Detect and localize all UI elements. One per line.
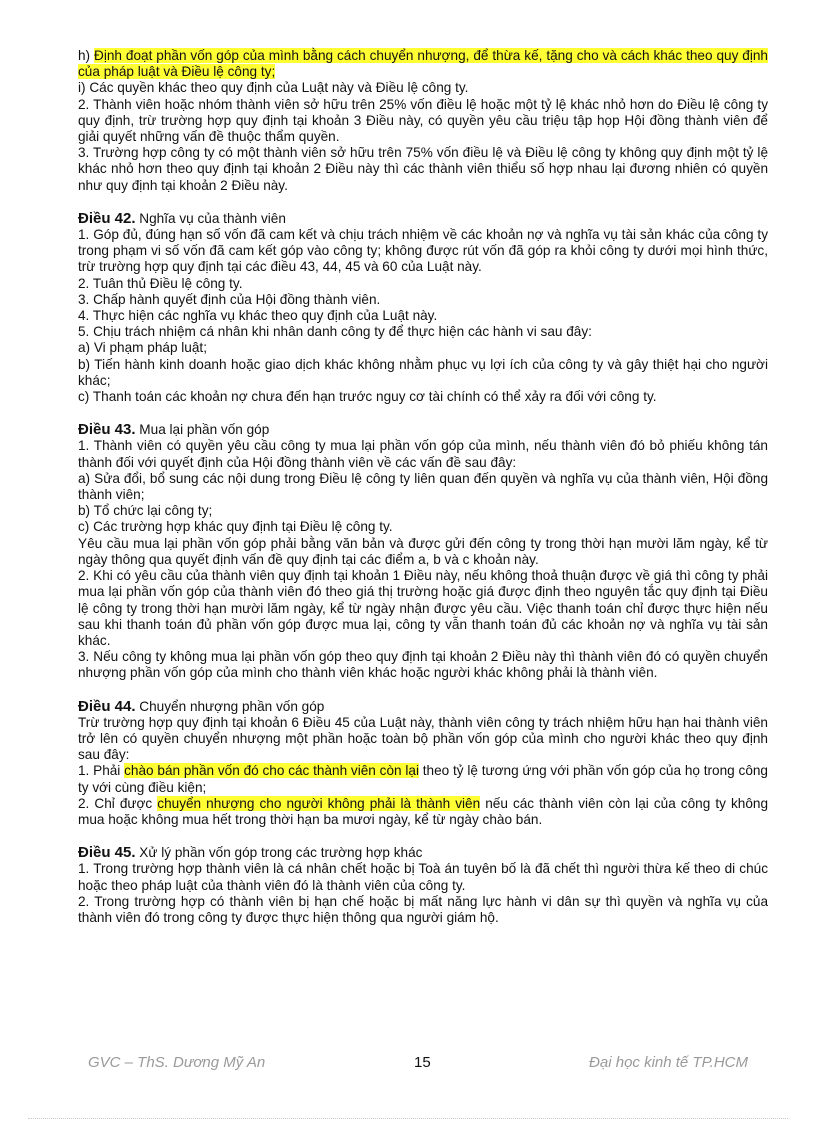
article-42 — [78, 211, 768, 405]
article-heading — [78, 211, 768, 227]
article-43 — [78, 422, 768, 681]
paragraph: 2. Tuân thủ Điều lệ công ty. — [78, 275, 243, 291]
article-number: Điều 43. — [78, 421, 136, 439]
footer-author: GVC – ThS. Dương Mỹ An — [88, 1054, 266, 1071]
article-44 — [78, 699, 768, 829]
paragraph: 5. Chịu trách nhiệm cá nhân khi nhân danh công ty để thực hiện các hành vi sau đây: — [78, 324, 592, 340]
article-heading — [78, 845, 768, 861]
paragraph: c) Thanh toán các khoản nợ chưa đến hạn trước nguy cơ tài chính có thể xảy ra đối với công ty. — [78, 389, 657, 405]
paragraph: b) Tiến hành kinh doanh hoặc giao dịch khác không nhằm phục vụ lợi ích của công ty và gây thiệt hại cho người khác; — [78, 356, 768, 388]
highlighted-text: chào bán phần vốn đó cho các thành viên còn lại — [124, 763, 419, 779]
paragraph: a) Sửa đổi, bổ sung các nội dung trong Điều lệ công ty liên quan đến quyền và nghĩa vụ của thành viên, Hội đồng thành viên; — [78, 470, 768, 503]
paragraph: 2. Thành viên hoặc nhóm thành viên sở hữu trên 25% vốn điều lệ hoặc một tỷ lệ khác nhỏ hơn do Điều lệ công ty quy định, trừ trường hợp quy định tại khoản 3 Điều này, có quyền yêu cầu triệu tập họp Hội đồng thành viên để giải quyết những vấn đề thuộc thẩm quyền. — [78, 96, 768, 145]
article-number: Điều 44. — [78, 697, 136, 715]
article-heading — [78, 422, 768, 438]
paragraph: 2. Chỉ được chuyển nhượng cho người không phải là thành viên nếu các thành viên còn lại của công ty không mua hoặc không mua hết trong thời hạn ba mươi ngày, kể từ ngày chào bán. — [78, 795, 769, 827]
page-bottom-divider — [28, 1118, 788, 1119]
paragraph: 1. Thành viên có quyền yêu cầu công ty mua lại phần vốn góp của mình, nếu thành viên đó bỏ phiếu không tán thành đối với quyết định của Hội đồng thành viên về các vấn đề sau đây: — [78, 438, 768, 470]
article-number: Điều 45. — [78, 844, 136, 862]
paragraph: Yêu cầu mua lại phần vốn góp phải bằng văn bản và được gửi đến công ty trong thời hạn mười lăm ngày, kể từ ngày thông qua quyết định vấn đề quy định tại các điểm a, b và c khoản này. — [78, 535, 768, 567]
paragraph: 2. Trong trường hợp có thành viên bị hạn chế hoặc bị mất năng lực hành vi dân sự thì quyền và nghĩa vụ của thành viên đó trong công ty được thực hiện thông qua người giám hộ. — [78, 893, 768, 925]
article-title: Mua lại phần vốn góp — [135, 422, 270, 438]
article-title: Chuyển nhượng phần vốn góp — [135, 698, 325, 714]
paragraph: 1. Phải chào bán phần vốn đó cho các thành viên còn lại theo tỷ lệ tương ứng với phần vốn góp của họ trong công ty với cùng điều kiện; — [78, 763, 768, 795]
highlighted-text: Định đoạt phần vốn góp của mình bằng cách chuyển nhượng, để thừa kế, tặng cho và cách khác theo quy định của pháp luật và Điều lệ công ty; — [78, 48, 768, 80]
paragraph: b) Tổ chức lại công ty; — [78, 503, 213, 519]
paragraph: 3. Trường hợp công ty có một thành viên sở hữu trên 75% vốn điều lệ và Điều lệ công ty không quy định một tỷ lệ khác nhỏ hơn theo quy định tại khoản 2 Điều này thì các thành viên thiểu số hợp nhau lại đương nhiên có quyền như quy định tại khoản 2 Điều này. — [78, 145, 768, 193]
paragraph: i) Các quyền khác theo quy định của Luật này và Điều lệ công ty. — [78, 80, 469, 96]
article-heading — [78, 699, 768, 715]
paragraph: c) Các trường hợp khác quy định tại Điều lệ công ty. — [78, 519, 393, 535]
page-footer — [88, 1054, 748, 1074]
article-title: Nghĩa vụ của thành viên — [135, 210, 286, 226]
paragraph: h) Định đoạt phần vốn góp của mình bằng cách chuyển nhượng, để thừa kế, tặng cho và cách khác theo quy định của pháp luật và Điều lệ công ty; — [78, 48, 768, 80]
page-number: 15 — [414, 1054, 431, 1071]
paragraph: 1. Góp đủ, đúng hạn số vốn đã cam kết và chịu trách nhiệm về các khoản nợ và nghĩa vụ tài sản khác của công ty trong phạm vi số vốn đã cam kết góp vào công ty; không được rút vốn đã góp ra khỏi công ty dưới mọi hình thức, trừ trường hợp quy định tại các điều 43, 44, 45 và 60 của Luật này. — [78, 227, 768, 275]
paragraph: 2. Khi có yêu cầu của thành viên quy định tại khoản 1 Điều này, nếu không thoả thuận được về giá thì công ty phải mua lại phần vốn góp của thành viên đó theo giá thị trường hoặc giá được định theo nguyên tắc quy định tại Điều lệ công ty trong thời hạn mười lăm ngày, kể từ ngày nhận được yêu cầu. Việc thanh toán chỉ được thực hiện nếu sau khi thanh toán đủ phần vốn góp được mua lại, công ty vẫn thanh toán đủ các khoản nợ và nghĩa vụ tài sản khác. — [78, 568, 768, 648]
article-number: Điều 42. — [78, 209, 136, 227]
intro-block — [78, 48, 768, 194]
footer-institution: Đại học kinh tế TP.HCM — [589, 1054, 748, 1071]
paragraph: 3. Nếu công ty không mua lại phần vốn góp theo quy định tại khoản 2 Điều này thì thành viên đó có quyền chuyển nhượng phần vốn góp của mình cho thành viên khác hoặc người khác không phải là thành viên. — [78, 649, 768, 681]
paragraph: Trừ trường hợp quy định tại khoản 6 Điều 45 của Luật này, thành viên công ty trách nhiệm hữu hạn hai thành viên trở lên có quyền chuyển nhượng một phần hoặc toàn bộ phần vốn góp của mình cho người khác theo quy định sau đây: — [78, 714, 768, 763]
paragraph: 4. Thực hiện các nghĩa vụ khác theo quy định của Luật này. — [78, 308, 438, 324]
document-body — [78, 48, 768, 926]
article-title: Xử lý phần vốn góp trong các trường hợp khác — [135, 845, 423, 861]
paragraph: a) Vi phạm pháp luật; — [78, 340, 207, 356]
paragraph: 1. Trong trường hợp thành viên là cá nhân chết hoặc bị Toà án tuyên bố là đã chết thì người thừa kế theo di chúc hoặc theo pháp luật của thành viên đó là thành viên của công ty. — [78, 861, 768, 893]
highlighted-text: chuyển nhượng cho người không phải là thành viên — [157, 795, 481, 811]
paragraph: 3. Chấp hành quyết định của Hội đồng thành viên. — [78, 291, 381, 307]
article-45 — [78, 845, 768, 926]
